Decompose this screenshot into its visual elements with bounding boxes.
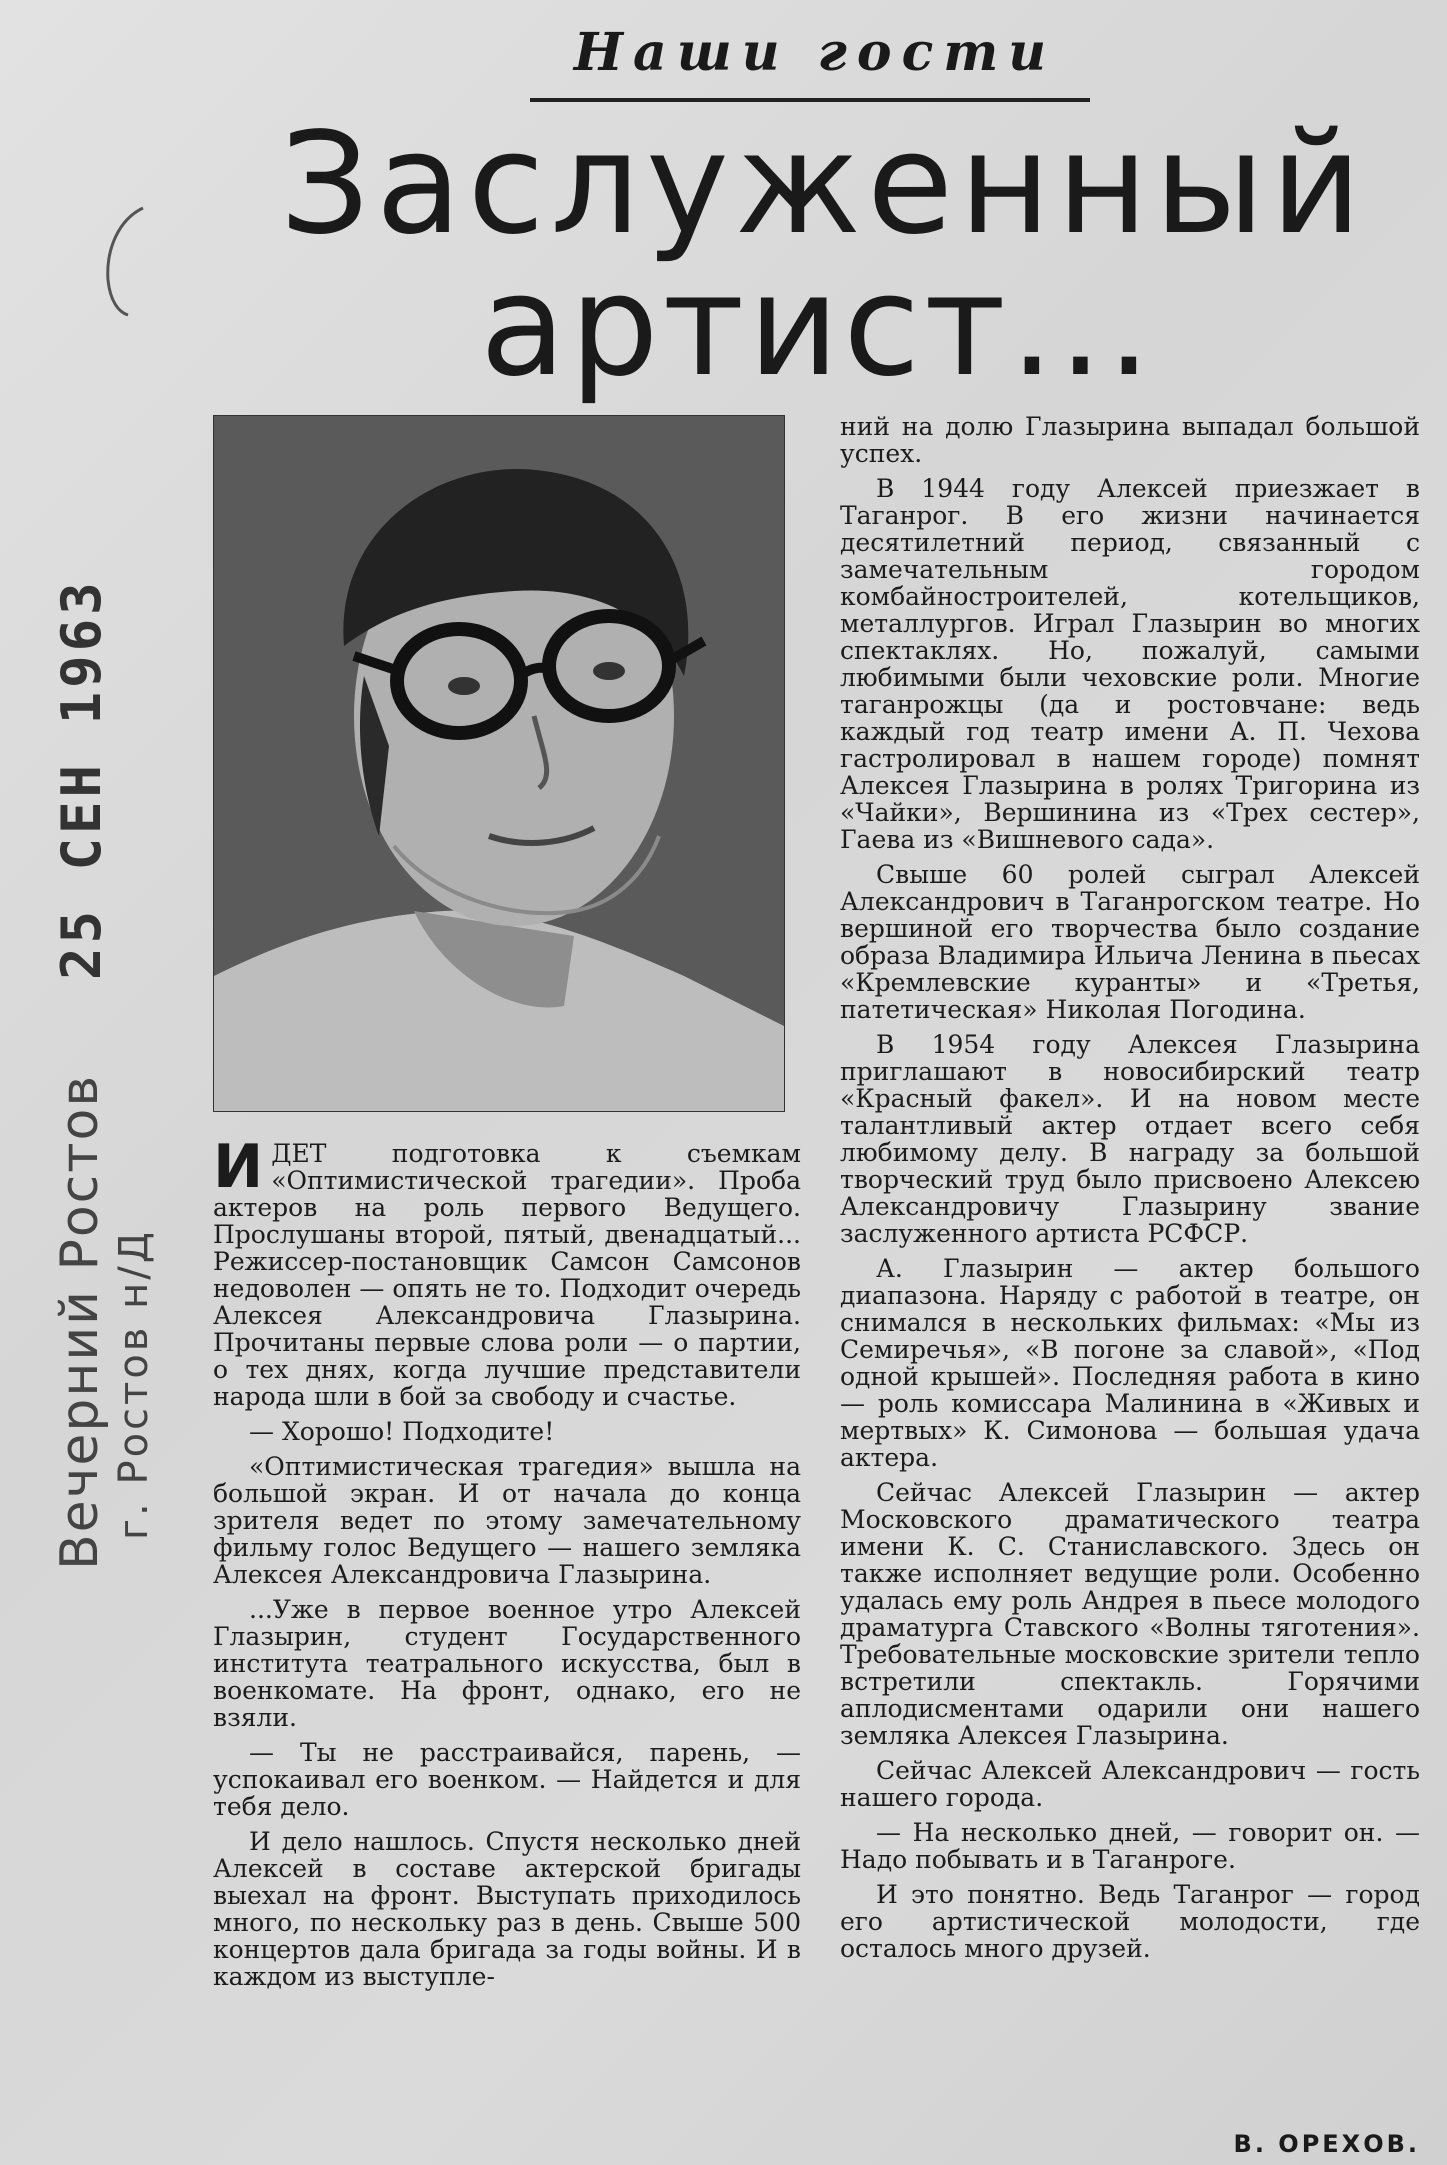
article-column-left: [213, 1132, 801, 1998]
paragraph: ний на долю Глазырина выпадал большой успех.: [840, 412, 1420, 468]
portrait-photo: [213, 415, 785, 1112]
city-stamp: [105, 1120, 165, 1540]
paragraph: Сейчас Алексей Александрович — гость нашего города.: [840, 1756, 1420, 1812]
drop-cap: И: [213, 1132, 264, 1202]
portrait-illustration: [214, 416, 784, 1111]
paragraph: И это понятно. Ведь Таганрог — город его артистической молодости, где осталось много друзей.: [840, 1880, 1420, 1963]
paragraph: В 1954 году Алексея Глазырина приглашают в новосибирский театр «Красный факел». И на новом месте талантливый актер отдает всего себя любимому делу. В награду за большой творческий труд было присвоено Алексею Александровичу Глазырину звание заслуженного артиста РСФСР.: [840, 1030, 1420, 1248]
headline-line-2: артист...: [480, 245, 1156, 408]
newspaper-stamp-text: Вечерний Ростов: [50, 1073, 110, 1570]
newspaper-stamp: [40, 1073, 110, 1580]
article-column-right: [840, 413, 1420, 1970]
paragraph: — Ты не расстраивайся, парень, — успокаивал его военком. — Найдется и для тебя дело.: [213, 1738, 801, 1821]
paragraph: [213, 1132, 801, 1411]
date-stamp-text: 25 СЕН 1963: [50, 578, 113, 980]
paragraph: — Хорошо! Подходите!: [249, 1417, 555, 1446]
paragraph-text: ДЕТ подготовка к съемкам «Оптимистической трагедии». Проба актеров на роль первого Ведущего. Прослушаны второй, пятый, двенадцатый... Режиссер-постановщик Самсон Самсонов недоволен — опять не то. Подходит очередь Алексея Александровича Глазырина. Прочитаны первые слова роли — о партии, о тех днях, когда лучшие представители народа шли в бой за свободу и счастье.: [213, 1139, 801, 1411]
byline: В. ОРЕХОВ.: [1233, 2130, 1420, 2158]
rubric-heading: Наши гости: [573, 22, 1057, 83]
paragraph: А. Глазырин — актер большого диапазона. Наряду с работой в театре, он снимался в нескольких фильмах: «Мы из Семиречья», «В погоне за славой», «Под одной крышей». Последняя работа в кино — роль комиссара Малинина в «Живых и мертвых» К. Симонова — большая удача актера.: [840, 1254, 1420, 1472]
paragraph: — На несколько дней, — говорит он. — Надо побывать и в Таганроге.: [840, 1818, 1420, 1874]
paragraph: В 1944 году Алексей приезжает в Таганрог. В его жизни начинается десятилетний период, связанный с замечательным городом комбайностроителей, котельщиков, металлургов. Играл Глазырин во многих спектаклях. Но, пожалуй, самыми любимыми были чеховские роли. Многие таганрожцы (да и ростовчане: ведь каждый год театр имени А. П. Чехова гастролировал в нашем городе) помнят Алексея Глазырина в ролях Тригорина из «Чайки», Вершинина из «Трех сестер», Гаева из «Вишневого сада».: [840, 474, 1420, 854]
paragraph: И дело нашлось. Спустя несколько дней Алексей в составе актерской бригады выехал на фронт. Выступать приходилось много, по нескольку раз в день. Свыше 500 концертов дала бригада за годы войны. И в каждом из выступле-: [213, 1827, 801, 1991]
paragraph: «Оптимистическая трагедия» вышла на большой экран. И от начала до конца зрителя ведет по этому замечательному фильму голос Ведущего — нашего земляка Алексея Александровича Глазырина.: [213, 1452, 801, 1589]
rubric-rule: [530, 98, 1090, 102]
date-stamp: [40, 578, 113, 980]
paragraph: Свыше 60 ролей сыграл Алексей Александрович в Таганрогском театре. Но вершиной его творчества было создание образа Владимира Ильича Ленина в пьесах «Кремлевские куранты» и «Третья, патетическая» Николая Погодина.: [840, 860, 1420, 1024]
headline-line-1: Заслуженный: [280, 103, 1368, 266]
pencil-mark: [88, 200, 148, 320]
city-stamp-text: г. Ростов н/Д: [111, 1229, 157, 1540]
paragraph: Сейчас Алексей Глазырин — актер Московского драматического театра имени К. С. Станиславского. Здесь он также исполняет ведущие роли. Особенно удалась ему роль Андрея в пьесе молодого драматурга Ставского «Волны тяготения». Требовательные московские зрители тепло встретили спектакль. Горячими аплодисментами одарили они нашего земляка Алексея Глазырина.: [840, 1478, 1420, 1750]
paragraph: ...Уже в первое военное утро Алексей Глазырин, студент Государственного института театрального искусства, был в военкомате. На фронт, однако, его не взяли.: [213, 1595, 801, 1732]
